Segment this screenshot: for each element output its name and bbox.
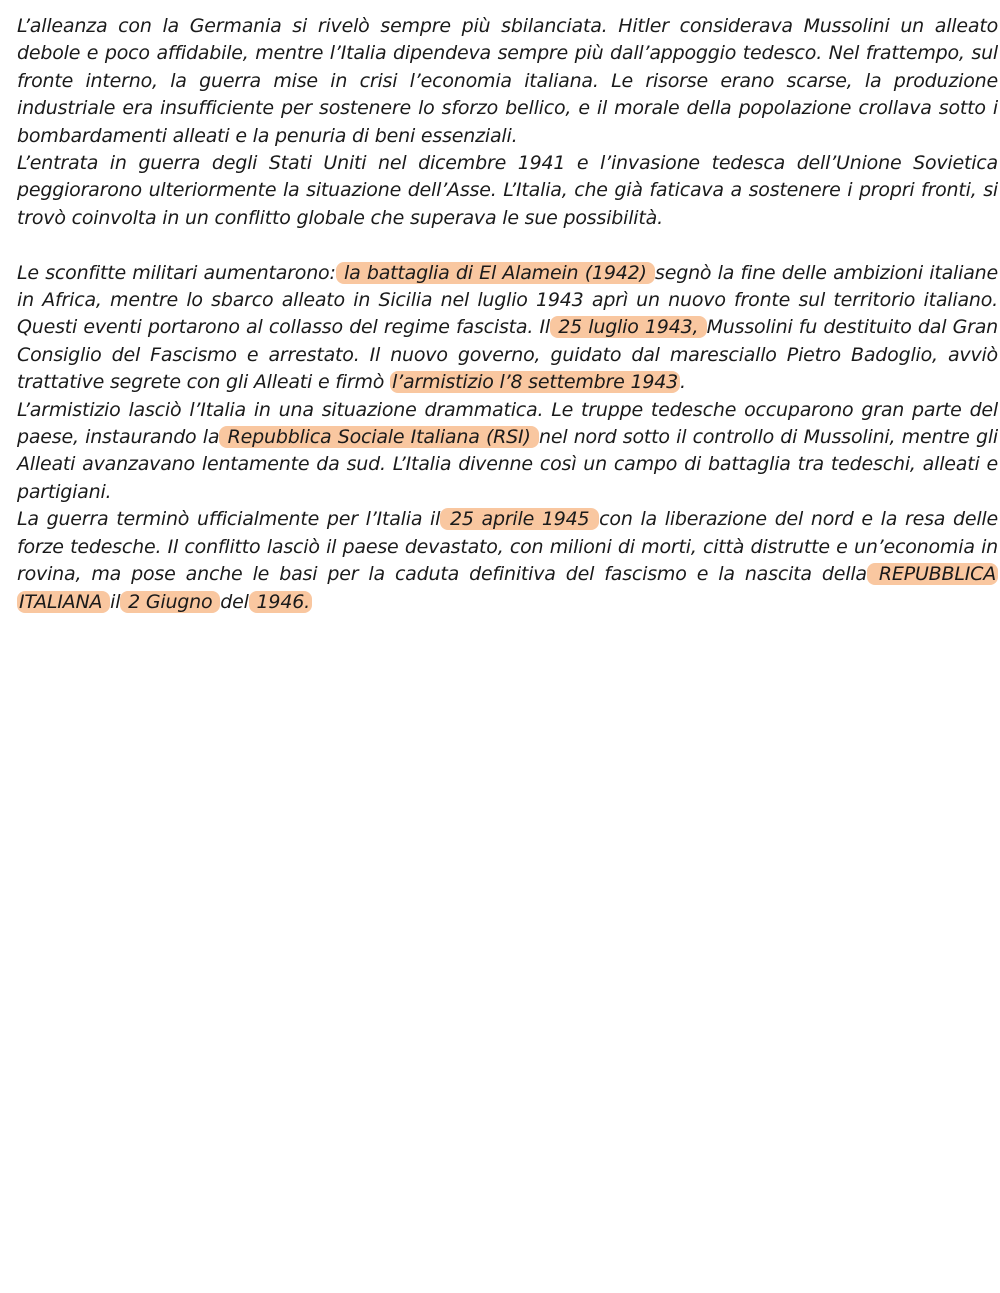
text-segment: Le sconfitte militari aumentarono: (17, 261, 336, 284)
text-segment: Mussolini fu destituito dal Gran Consiglio del Fascismo e arrestato. Il nuovo governo, guidato dal maresciallo Pietro Badoglio, avviò trattative segrete con gli Alleati e firmò (17, 316, 998, 394)
text-segment: L’armistizio lasciò l’Italia in una situazione drammatica. Le truppe tedesche occuparono gran parte del paese, instaurando la (17, 398, 998, 449)
text-segment: del (220, 590, 249, 613)
paragraph-military-defeats (17, 260, 998, 397)
highlight-armistizio: l’armistizio l’8 settembre 1943 (392, 371, 679, 394)
text-segment: con la liberazione del nord e la resa delle forze tedesche. Il conflitto lasciò il paese devastato, con milioni di morti, città distrutte e un’economia in rovina, ma pose anche le basi per la caduta definitiva del fascismo e la nascita della (17, 508, 998, 586)
paragraph-spacer (17, 232, 998, 259)
paragraph-war-end (17, 506, 998, 616)
paragraph-germany-alliance: L’alleanza con la Germania si rivelò sempre più sbilanciata. Hitler considerava Mussolini un alleato debole e poco affidabile, mentre l’Italia dipendeva sempre più dall’appoggio tedesco. Nel frattempo, sul fronte interno, la guerra mise in crisi l’economia italiana. Le risorse erano scarse, la produzione industriale era insufficiente per sostenere lo sforzo bellico, e il morale della popolazione crollava sotto i bombardamenti alleati e la penuria di beni essenziali. (17, 15, 998, 147)
document-page (17, 13, 998, 616)
highlight-1946: 1946. (250, 590, 310, 613)
highlight-2-giugno: 2 Giugno (122, 590, 219, 613)
text-segment: . (680, 371, 686, 394)
text-segment: nel nord sotto il controllo di Mussolini, mentre gli Alleati avanzavano lentamente da sud. L’Italia divenne così un campo di battaglia tra tedeschi, alleati e partigiani. (17, 426, 998, 503)
paragraph-global-war: L’entrata in guerra degli Stati Uniti nel dicembre 1941 e l’invasione tedesca dell’Unione Sovietica peggiorarono ulteriormente la situazione dell’Asse. L’Italia, che già faticava a sostenere i propri fronti, si trovò coinvolta in un conflitto globale che superava le sue possibilità. (17, 152, 998, 229)
highlight-rsi: Repubblica Sociale Italiana (RSI) (221, 426, 537, 449)
paragraph-armistice-consequences (17, 397, 998, 507)
highlight-repubblica-italiana: REPUBBLICA ITALIANA (19, 563, 996, 613)
text-segment: La guerra terminò ufficialmente per l’Italia il (17, 508, 441, 531)
text-segment: segnò la fine delle ambizioni italiane in Africa, mentre lo sbarco alleato in Sicilia nel luglio 1943 aprì un nuovo fronte sul territorio italiano. Questi eventi portarono al collasso del regime fascista. Il (17, 261, 998, 339)
highlight-25-aprile-1945: 25 aprile 1945 (442, 508, 598, 531)
text-segment: il (110, 590, 121, 613)
highlight-25-luglio-1943: 25 luglio 1943, (551, 316, 705, 339)
highlight-el-alamein: la battaglia di El Alamein (1942) (337, 261, 654, 284)
